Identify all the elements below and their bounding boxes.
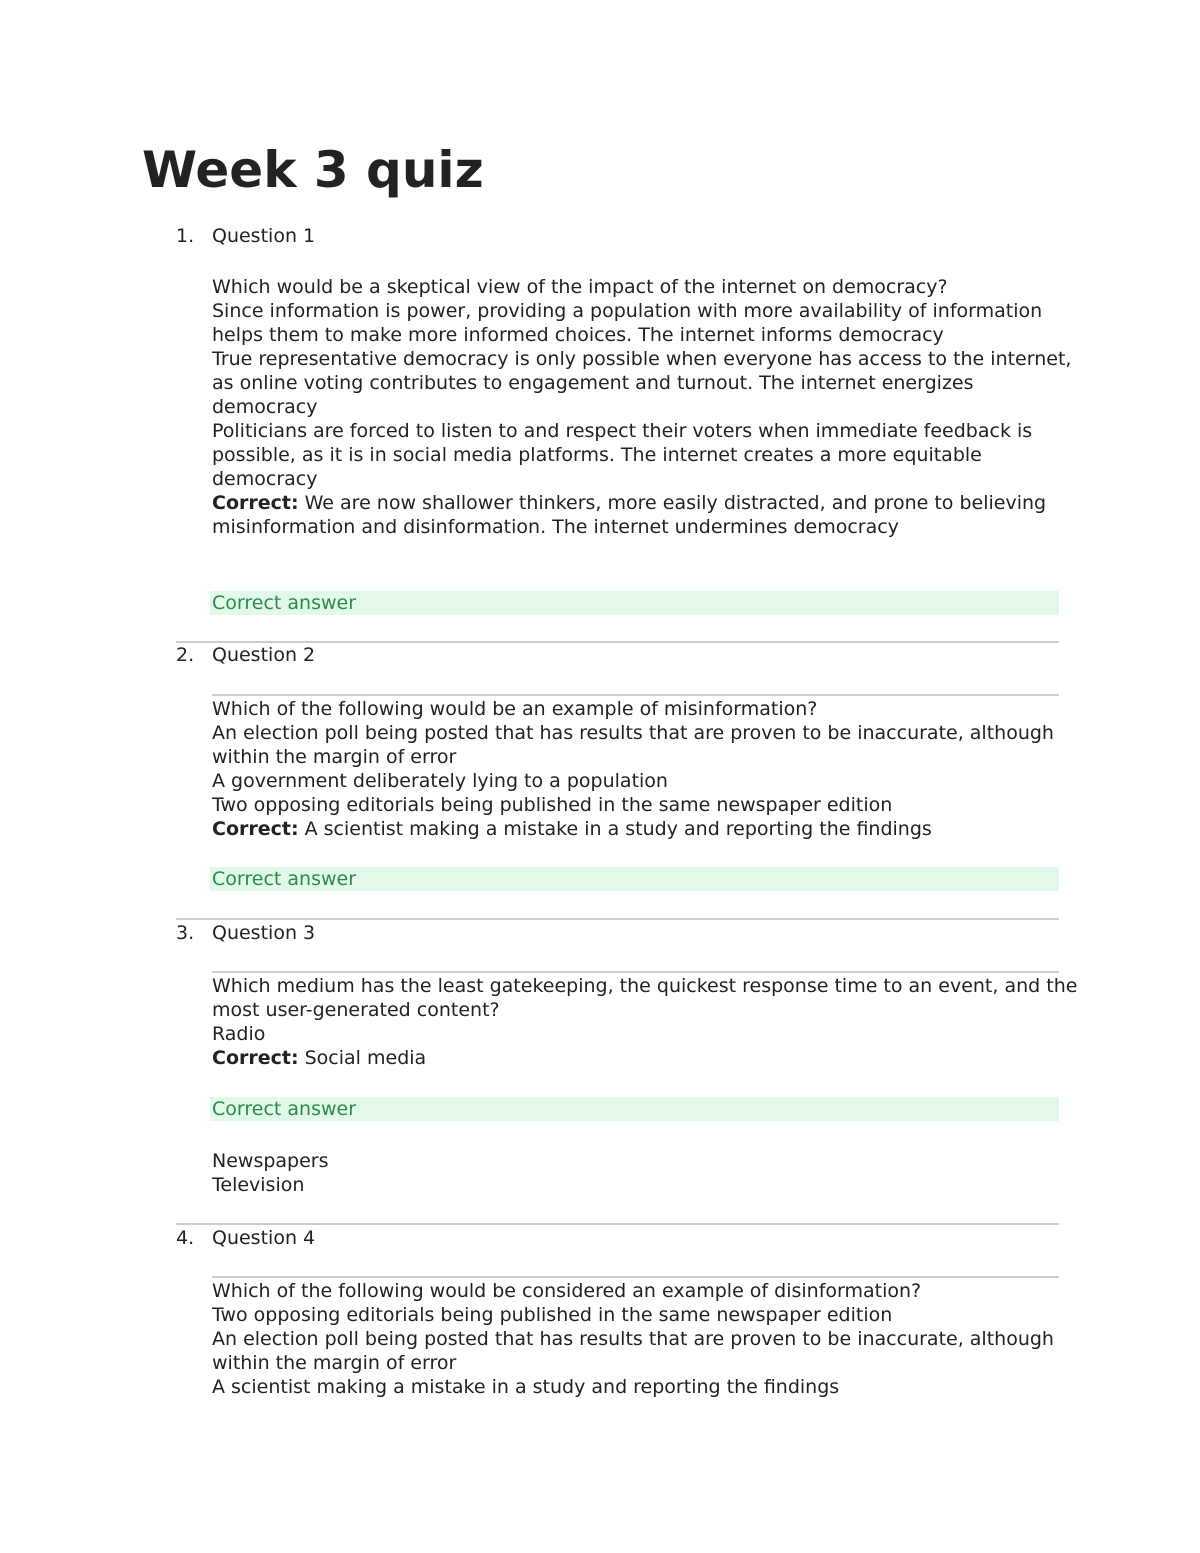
question-number: 1. <box>176 225 195 247</box>
question-label: Question 1 <box>212 225 316 247</box>
answer-option: Politicians are forced to listen to and respect their voters when immediate feedback is possible, as it is in social media platforms. The internet creates a more equitable democracy <box>212 420 1033 490</box>
question-header-divider <box>212 971 1059 973</box>
question-prompt: Which medium has the least gatekeeping, the quickest response time to an event, and the most user-generated content? <box>212 975 1078 1021</box>
answer-option: True representative democracy is only possible when everyone has access to the internet, as online voting contributes to engagement and turnout. The internet energizes democracy <box>212 348 1072 418</box>
question-header-divider <box>212 1276 1059 1278</box>
page-title: Week 3 quiz <box>142 141 484 199</box>
question-body-rest <box>212 1149 1082 1197</box>
question-prompt: Which of the following would be considered an example of disinformation? <box>212 1280 922 1302</box>
question-number: 4. <box>176 1227 195 1249</box>
correct-prefix: Correct: <box>212 492 299 514</box>
question-body <box>212 697 1082 841</box>
question-body <box>212 275 1082 539</box>
answer-option: A scientist making a mistake in a study and reporting the findings <box>212 1376 840 1398</box>
question-divider <box>176 918 1059 920</box>
answer-option: Radio <box>212 1023 266 1045</box>
correct-prefix: Correct: <box>212 1047 299 1069</box>
correct-prefix: Correct: <box>212 818 299 840</box>
correct-answer-feedback: Correct answer <box>210 591 1059 615</box>
correct-option <box>212 491 1082 539</box>
question-number: 3. <box>176 922 195 944</box>
question-label: Question 3 <box>212 922 316 944</box>
question-header-divider <box>212 694 1059 696</box>
question-label: Question 2 <box>212 644 316 666</box>
question-body <box>212 974 1082 1070</box>
answer-option: A government deliberately lying to a population <box>212 770 668 792</box>
correct-answer-feedback: Correct answer <box>210 1097 1059 1121</box>
question-label: Question 4 <box>212 1227 316 1249</box>
question-prompt: Which would be a skeptical view of the impact of the internet on democracy? <box>212 276 948 298</box>
answer-option: Since information is power, providing a population with more availability of information helps them to make more informed choices. The internet informs democracy <box>212 300 1043 346</box>
answer-option: An election poll being posted that has results that are proven to be inaccurate, although within the margin of error <box>212 1328 1054 1374</box>
answer-option: Television <box>212 1174 305 1196</box>
question-prompt: Which of the following would be an example of misinformation? <box>212 698 818 720</box>
question-divider <box>176 1223 1059 1225</box>
answer-option: Two opposing editorials being published in the same newspaper edition <box>212 794 893 816</box>
correct-option-text: We are now shallower thinkers, more easily distracted, and prone to believing misinformation and disinformation. The internet undermines democracy <box>212 492 1047 538</box>
correct-answer-feedback: Correct answer <box>210 867 1059 891</box>
answer-option: Newspapers <box>212 1150 329 1172</box>
answer-option: Two opposing editorials being published in the same newspaper edition <box>212 1304 893 1326</box>
correct-option-text: A scientist making a mistake in a study and reporting the findings <box>304 818 932 840</box>
correct-option-text: Social media <box>304 1047 427 1069</box>
correct-option <box>212 1046 1082 1070</box>
answer-option: An election poll being posted that has results that are proven to be inaccurate, although within the margin of error <box>212 722 1054 768</box>
question-body <box>212 1279 1082 1399</box>
question-number: 2. <box>176 644 195 666</box>
correct-option <box>212 817 1082 841</box>
